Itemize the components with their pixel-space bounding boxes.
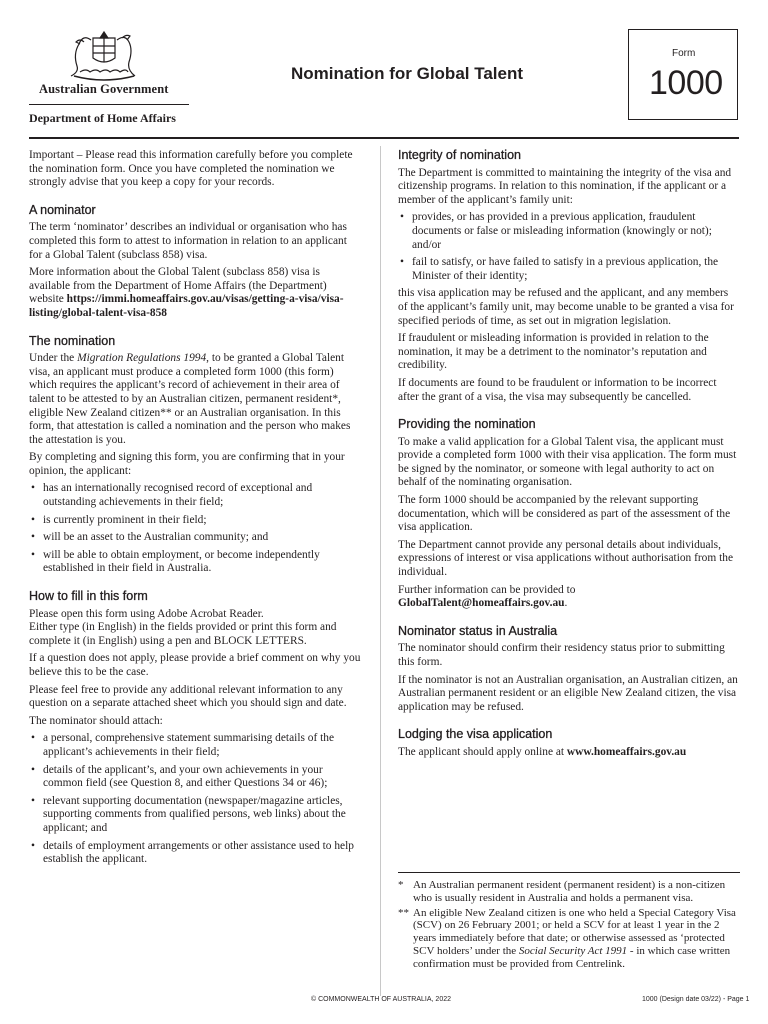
homeaffairs-link[interactable]: www.homeaffairs.gov.au — [566, 745, 687, 758]
providing-p4 — [398, 584, 740, 611]
page-title: Nomination for Global Talent — [291, 64, 524, 83]
header-rule — [29, 137, 739, 139]
list-item: • fail to satisfy, or have failed to satisfy in a previous application, the Minister of their identity; — [398, 256, 740, 283]
list-item: • details of the applicant’s, and your own achievements in your common field (see Question 8, and either Questions 34 or 46); — [29, 764, 361, 791]
providing-p3: The Department cannot provide any personal details about individuals, expressions of interest or visa applications without authorisation from the individual. — [398, 538, 734, 579]
howto-p1: Please open this form using Adobe Acrobat Reader. — [29, 607, 264, 620]
list-item: • relevant supporting documentation (newspaper/magazine articles, supporting comments from qualified persons, web links) about the applicant; and — [29, 795, 361, 836]
department-name: Department of Home Affairs — [29, 104, 189, 126]
howto-p1b: Either type (in English) in the fields provided or print this form and complete it (in English) using a pen and BLOCK LETTERS. — [29, 621, 337, 647]
nominator-p2 — [29, 266, 361, 320]
act-title: Social Security Act 1991 — [518, 944, 628, 957]
nominator-p2-text: More information about the Global Talent (subclass 858) visa is available from the Department of Home Affairs (the Department) website — [29, 266, 327, 306]
howto-p3: Please feel free to provide any additional relevant information to any question on a separate attached sheet which you should sign and date. — [29, 683, 347, 710]
heading-nominator-status: Nominator status in Australia — [398, 623, 558, 638]
providing-p4-text: Further information can be provided to — [398, 583, 576, 596]
government-name: Australian Government — [39, 82, 169, 96]
footnote-text: An Australian permanent resident (permanent resident) is a non-citizen who is usually resident in Australia and holds a permanent visa. — [413, 879, 726, 904]
visa-info-link[interactable]: https://immi.homeaffairs.gov.au/visas/getting-a-visa/visa-listing/global-talent-visa-858 — [29, 293, 344, 319]
list-item: • a personal, comprehensive statement summarising details of the applicant’s achievements in their field; — [29, 732, 361, 759]
attachments-list — [29, 732, 361, 866]
column-divider — [380, 146, 381, 996]
coat-of-arms-icon — [66, 26, 142, 84]
page-number: 1000 (Design date 03/22) - Page 1 — [642, 996, 750, 1003]
intro-text: Important – Please read this information carefully before you complete the nomination form. Once you have completed the nomination we strongly advise that you keep a copy for your records. — [29, 149, 353, 189]
integrity-p3: If fraudulent or misleading information is provided in relation to the nomination, it may be a detriment to the nominator’s reputation and credibility. — [398, 332, 709, 372]
list-item: • details of employment arrangements or other assistance used to help establish the applicant. — [29, 840, 361, 867]
lodging-p1 — [398, 746, 740, 760]
list-item: • will be an asset to the Australian community; and — [29, 531, 361, 545]
heading-the-nomination: The nomination — [29, 333, 116, 348]
footnote-text-end: - in which case written confirmation must be provided from Centrelink. — [413, 944, 731, 970]
heading-lodging: Lodging the visa application — [398, 727, 553, 742]
list-item: • is currently prominent in their field; — [29, 514, 361, 528]
list-item: • has an internationally recognised record of exceptional and outstanding achievements in their field; — [29, 482, 361, 509]
global-talent-email-link[interactable]: GlobalTalent@homeaffairs.gov.au — [398, 597, 565, 610]
lodging-text: The applicant should apply online at — [398, 745, 567, 758]
integrity-p1: The Department is committed to maintaining the integrity of the visa and citizenship programs. In relation to this nomination, if the applicant or a member of the applicant’s family unit: — [398, 166, 732, 206]
providing-p2: The form 1000 should be accompanied by the relevant supporting documentation, which will be considered as part of the assessment of the visa application. — [398, 494, 731, 534]
list-item: • will be able to obtain employment, or become independently established in their field in Australia. — [29, 549, 361, 576]
nomination-p2: By completing and signing this form, you are confirming that in your opinion, the applicant: — [29, 451, 345, 477]
integrity-p4: If documents are found to be fraudulent or information to be incorrect after the grant of a visa, the visa may subsequently be cancelled. — [398, 376, 717, 403]
left-column — [29, 149, 361, 871]
footnote-text: An eligible New Zealand citizen is one who held a Special Category Visa (SCV) on 26 February 2001; or held a SCV for at least 1 year in the 2 years immediately before that date; or otherwise assessed as ‘protected SCV holders’ under the — [413, 906, 736, 957]
right-column — [398, 149, 740, 764]
copyright: © COMMONWEALTH OF AUSTRALIA, 2022 — [311, 996, 451, 1003]
footnote-nz-citizen — [398, 907, 740, 971]
providing-p1: To make a valid application for a Global Talent visa, the applicant must provide a completed form 1000 with their visa application. The form must be signed by the nominator, or someone with legal authority to act on behalf of the nominating organisation. — [398, 435, 737, 489]
footnotes — [398, 872, 740, 973]
howto-p4: The nominator should attach: — [29, 714, 163, 727]
heading-how-to-fill: How to fill in this form — [29, 589, 148, 604]
heading-a-nominator: A nominator — [29, 202, 96, 217]
footnote-marker: * — [398, 879, 404, 891]
status-p2: If the nominator is not an Australian organisation, an Australian citizen, an Australian permanent resident or an eligible New Zealand citizen, the visa application may be refused. — [398, 673, 738, 713]
list-item: • provides, or has provided in a previous application, fraudulent documents or false or misleading information (knowingly or not); and/or — [398, 211, 740, 252]
howto-p2: If a question does not apply, please provide a brief comment on why you believe this to be the case. — [29, 652, 361, 678]
footnote-permanent-resident — [398, 879, 740, 905]
footnote-marker: ** — [398, 906, 409, 919]
form-number: 1000 — [649, 64, 723, 102]
integrity-list — [398, 211, 740, 283]
integrity-p2: this visa application may be refused and the applicant, and any members of the applicant’s family unit, may become unable to be granted a visa for specified periods of time, as set out in migration legislation. — [398, 287, 734, 327]
nomination-p1 — [29, 352, 361, 447]
nomination-p1-post: , to be granted a Global Talent visa, an applicant must produce a completed form 1000 (this form) which requires the applicant’s record of achievement in their area of talent to be attested to by an Australian citizen, permanent resident*, eligible New Zealand citizen** or an Australian organisation. In this form, that attestation is called a nomination and the person who makes the attestation is you. — [29, 352, 351, 446]
regulations-title: Migration Regulations 1994 — [77, 352, 207, 365]
heading-integrity: Integrity of nomination — [398, 148, 521, 162]
nominator-p1: The term ‘nominator’ describes an individual or organisation who has completed this form to attest to information in relation to an applicant for a Global Talent (subclass 858) visa. — [29, 221, 347, 261]
form-number-box — [628, 29, 738, 120]
heading-providing: Providing the nomination — [398, 417, 536, 432]
nomination-p1-pre: Under the — [29, 352, 78, 365]
nomination-criteria-list — [29, 482, 361, 576]
form-label: Form — [672, 48, 696, 59]
status-p1: The nominator should confirm their residency status prior to submitting this form. — [398, 642, 725, 668]
providing-p4-end: . — [564, 597, 568, 610]
